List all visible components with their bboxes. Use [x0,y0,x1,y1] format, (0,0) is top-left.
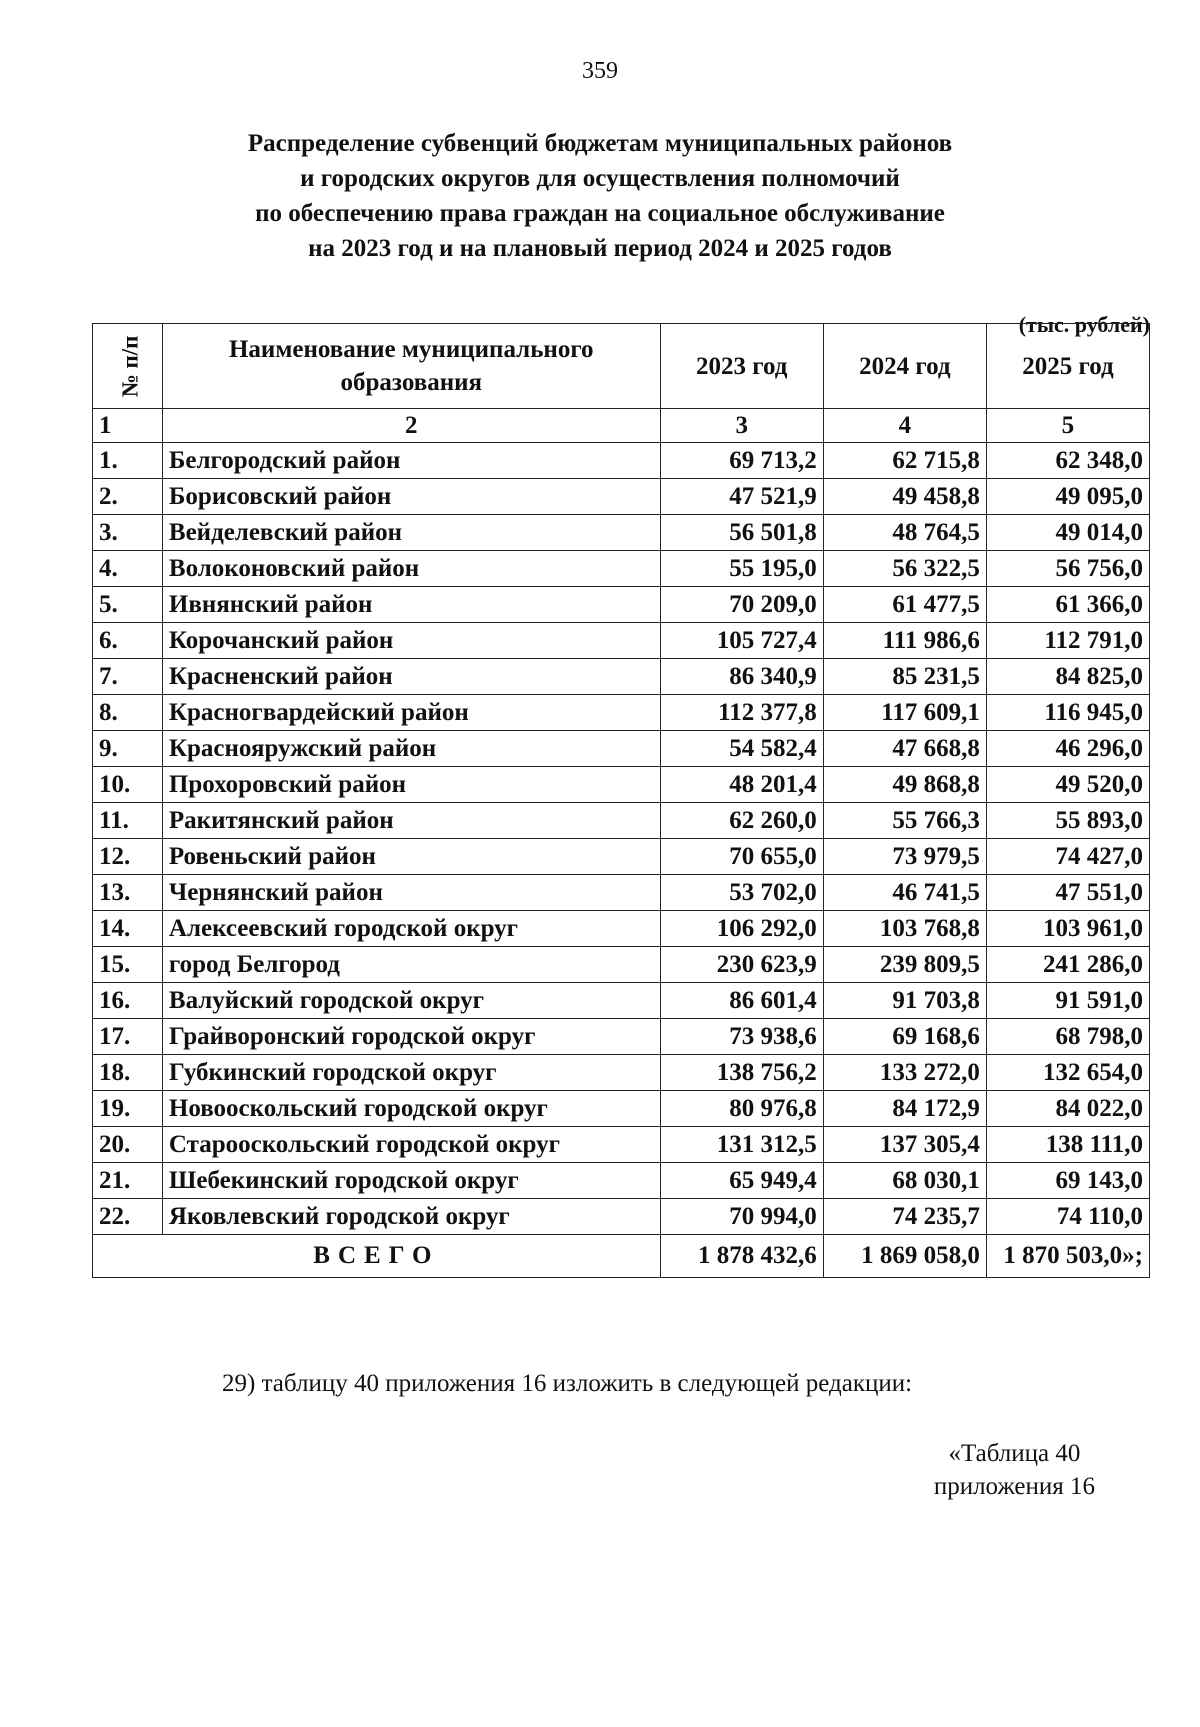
value-2024: 103 768,8 [823,911,986,947]
value-2023: 105 727,4 [660,623,823,659]
table-row [93,587,1150,623]
value-2025: 103 961,0 [986,911,1149,947]
title-line-1: Распределение субвенций бюджетам муниципальных районов [247,130,953,157]
units-label: (тыс. рублей) [1018,312,1150,337]
column-index-cell: 2 [162,409,660,443]
table-row [93,1199,1150,1235]
header-2025: 2025 год [986,324,1149,409]
value-2024: 46 741,5 [823,875,986,911]
value-2024: 56 322,5 [823,551,986,587]
value-2024: 61 477,5 [823,587,986,623]
table-reference-line-1: «Таблица 40 [948,1440,1081,1467]
total-2024: 1 869 058,0 [823,1235,986,1278]
municipality-name: Красненский район [162,659,660,695]
table-row [93,803,1150,839]
value-2023: 55 195,0 [660,551,823,587]
value-2023: 106 292,0 [660,911,823,947]
table-row [93,911,1150,947]
value-2023: 86 601,4 [660,983,823,1019]
header-num [93,324,163,409]
value-2024: 84 172,9 [823,1091,986,1127]
value-2023: 69 713,2 [660,443,823,479]
header-num-label: № п/п [117,335,143,397]
municipality-name: Ровеньский район [162,839,660,875]
value-2024: 133 272,0 [823,1055,986,1091]
total-row [93,1235,1150,1278]
municipality-name: Алексеевский городской округ [162,911,660,947]
table-row [93,767,1150,803]
row-number: 4. [93,551,163,587]
table-row [93,839,1150,875]
column-index-cell: 5 [986,409,1149,443]
value-2024: 239 809,5 [823,947,986,983]
document-title [100,126,1100,266]
value-2025: 47 551,0 [986,875,1149,911]
total-2023: 1 878 432,6 [660,1235,823,1278]
value-2023: 80 976,8 [660,1091,823,1127]
column-index-cell: 3 [660,409,823,443]
table-row [93,443,1150,479]
row-number: 6. [93,623,163,659]
row-number: 20. [93,1127,163,1163]
row-number: 10. [93,767,163,803]
header-2024: 2024 год [823,324,986,409]
table-row [93,947,1150,983]
value-2023: 86 340,9 [660,659,823,695]
municipality-name: Борисовский район [162,479,660,515]
row-number: 9. [93,731,163,767]
table-row [93,479,1150,515]
value-2024: 69 168,6 [823,1019,986,1055]
value-2025: 49 014,0 [986,515,1149,551]
header-name: Наименование муниципального образования [162,324,660,409]
table-row [93,1163,1150,1199]
row-number: 12. [93,839,163,875]
value-2025: 74 110,0 [986,1199,1149,1235]
title-line-3: по обеспечению права граждан на социальное обслуживание [255,200,945,227]
value-2025: 112 791,0 [986,623,1149,659]
value-2024: 49 458,8 [823,479,986,515]
table-row [93,983,1150,1019]
value-2024: 137 305,4 [823,1127,986,1163]
municipality-name: Ракитянский район [162,803,660,839]
total-2025: 1 870 503,0»; [986,1235,1149,1278]
value-2025: 68 798,0 [986,1019,1149,1055]
value-2023: 138 756,2 [660,1055,823,1091]
value-2024: 55 766,3 [823,803,986,839]
row-number: 18. [93,1055,163,1091]
value-2023: 62 260,0 [660,803,823,839]
municipality-name: город Белгород [162,947,660,983]
municipality-name: Белгородский район [162,443,660,479]
page-number: 359 [582,58,618,84]
row-number: 15. [93,947,163,983]
municipality-name: Новооскольский городской округ [162,1091,660,1127]
value-2024: 47 668,8 [823,731,986,767]
table-row [93,515,1150,551]
value-2023: 54 582,4 [660,731,823,767]
row-number: 19. [93,1091,163,1127]
value-2023: 47 521,9 [660,479,823,515]
value-2025: 84 825,0 [986,659,1149,695]
row-number: 3. [93,515,163,551]
municipality-name: Валуйский городской округ [162,983,660,1019]
row-number: 16. [93,983,163,1019]
instruction-text: 29) таблицу 40 приложения 16 изложить в следующей редакции: [222,1370,913,1397]
table-row [93,875,1150,911]
table-row [93,551,1150,587]
municipality-name: Шебекинский городской округ [162,1163,660,1199]
value-2024: 48 764,5 [823,515,986,551]
row-number: 1. [93,443,163,479]
value-2025: 116 945,0 [986,695,1149,731]
row-number: 11. [93,803,163,839]
value-2024: 91 703,8 [823,983,986,1019]
table-row [93,1127,1150,1163]
row-number: 2. [93,479,163,515]
value-2025: 138 111,0 [986,1127,1149,1163]
title-line-2: и городских округов для осуществления полномочий [300,165,900,192]
value-2025: 61 366,0 [986,587,1149,623]
row-number: 14. [93,911,163,947]
municipality-name: Прохоровский район [162,767,660,803]
column-index-row [93,409,1150,443]
value-2025: 241 286,0 [986,947,1149,983]
value-2025: 62 348,0 [986,443,1149,479]
table-header-row [93,324,1150,409]
value-2023: 70 994,0 [660,1199,823,1235]
table-reference-line-2: приложения 16 [933,1473,1095,1500]
municipality-name: Краснояружский район [162,731,660,767]
value-2025: 84 022,0 [986,1091,1149,1127]
row-number: 7. [93,659,163,695]
value-2025: 74 427,0 [986,839,1149,875]
value-2023: 73 938,6 [660,1019,823,1055]
table-row [93,623,1150,659]
table-row [93,659,1150,695]
municipality-name: Корочанский район [162,623,660,659]
value-2025: 49 095,0 [986,479,1149,515]
value-2024: 68 030,1 [823,1163,986,1199]
value-2025: 46 296,0 [986,731,1149,767]
value-2025: 55 893,0 [986,803,1149,839]
value-2024: 74 235,7 [823,1199,986,1235]
table-body [93,409,1150,1235]
row-number: 22. [93,1199,163,1235]
value-2025: 91 591,0 [986,983,1149,1019]
value-2023: 65 949,4 [660,1163,823,1199]
value-2023: 131 312,5 [660,1127,823,1163]
column-index-cell: 1 [93,409,163,443]
table-row [93,731,1150,767]
table-row [93,695,1150,731]
value-2023: 53 702,0 [660,875,823,911]
row-number: 8. [93,695,163,731]
row-number: 21. [93,1163,163,1199]
municipality-name: Губкинский городской округ [162,1055,660,1091]
value-2024: 49 868,8 [823,767,986,803]
value-2023: 112 377,8 [660,695,823,731]
value-2023: 56 501,8 [660,515,823,551]
municipality-name: Чернянский район [162,875,660,911]
value-2025: 49 520,0 [986,767,1149,803]
value-2025: 69 143,0 [986,1163,1149,1199]
municipality-name: Старооскольский городской округ [162,1127,660,1163]
value-2025: 56 756,0 [986,551,1149,587]
header-2023: 2023 год [660,324,823,409]
municipality-name: Волоконовский район [162,551,660,587]
table-reference [934,1437,1095,1503]
value-2023: 230 623,9 [660,947,823,983]
row-number: 17. [93,1019,163,1055]
value-2023: 48 201,4 [660,767,823,803]
total-label: ВСЕГО [93,1235,661,1278]
value-2023: 70 209,0 [660,587,823,623]
column-index-cell: 4 [823,409,986,443]
value-2024: 85 231,5 [823,659,986,695]
municipality-name: Грайворонский городской округ [162,1019,660,1055]
value-2024: 73 979,5 [823,839,986,875]
table-row [93,1091,1150,1127]
value-2025: 132 654,0 [986,1055,1149,1091]
value-2024: 111 986,6 [823,623,986,659]
municipality-name: Красногвардейский район [162,695,660,731]
row-number: 5. [93,587,163,623]
value-2023: 70 655,0 [660,839,823,875]
title-line-4: на 2023 год и на плановый период 2024 и 2025 годов [308,235,892,262]
value-2024: 62 715,8 [823,443,986,479]
table-row [93,1019,1150,1055]
table-row [93,1055,1150,1091]
subvention-table [92,323,1150,1278]
municipality-name: Вейделевский район [162,515,660,551]
municipality-name: Яковлевский городской округ [162,1199,660,1235]
municipality-name: Ивнянский район [162,587,660,623]
row-number: 13. [93,875,163,911]
value-2024: 117 609,1 [823,695,986,731]
